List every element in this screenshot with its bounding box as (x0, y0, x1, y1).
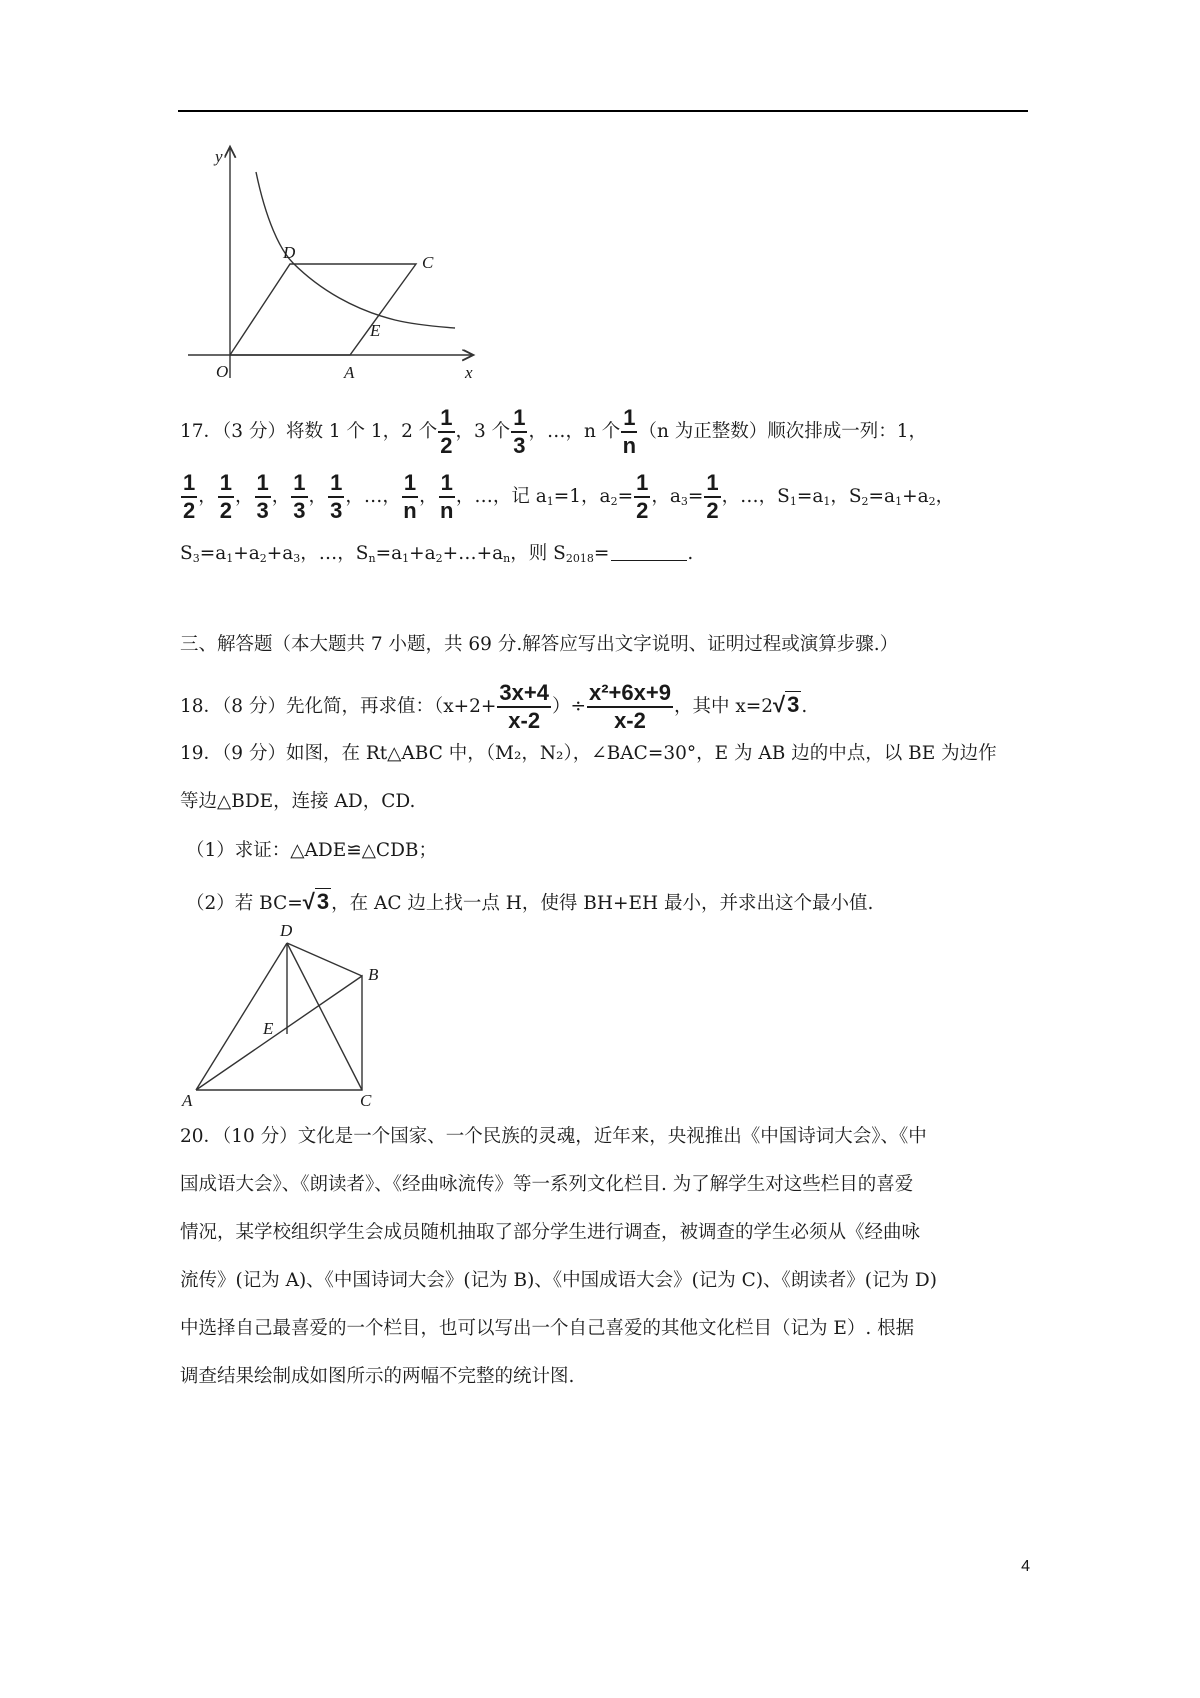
page-number: 4 (1021, 1558, 1030, 1575)
q17-line1 (180, 407, 927, 457)
frac-one-n: $\frac{1}{n}$ (622, 405, 637, 458)
q18-sqrt: √3 (773, 692, 800, 717)
frac-one-half: $\frac{1}{2}$ (440, 405, 453, 458)
t: . (687, 543, 694, 564)
seq-sep: ， (419, 486, 438, 507)
sub: 1 (789, 495, 797, 508)
seq-frac: $\frac{1}{3}$ (330, 470, 343, 523)
t: ，…，S (300, 543, 369, 564)
q17-a-def: ，…，记 a (455, 486, 547, 507)
point-d-label: D (283, 243, 296, 262)
sub: 2 (928, 495, 936, 508)
sub: 3 (293, 552, 301, 565)
q17-s2-end: ， (935, 486, 955, 507)
sub: 1 (226, 552, 234, 565)
q18-frac1: $\frac{3x+4}{x-2}$ (499, 680, 549, 733)
q20-line1: 20．（10 分）文化是一个国家、一个民族的灵魂，近年来，央视推出《中国诗词大会》、《中 (180, 1126, 927, 1147)
sub: 3 (192, 552, 200, 565)
sub: 2 (435, 552, 443, 565)
triangle-abc (196, 976, 362, 1090)
q19-part2-pre: （2）若 BC= (186, 893, 303, 914)
header-rule (178, 110, 1028, 112)
point-c-label: C (360, 1091, 372, 1108)
seq-dots: ，…， (345, 486, 401, 507)
sub: n (503, 552, 511, 565)
point-d-label: D (280, 921, 293, 940)
answer-blank[interactable] (611, 546, 687, 561)
sub: 1 (402, 552, 410, 565)
q17-a1: =1，a (553, 486, 611, 507)
segment-db (287, 943, 362, 976)
point-e-label: E (370, 321, 381, 340)
seq-sep: ， (271, 486, 291, 507)
seq-frac: $\frac{1}{n}$ (403, 470, 417, 523)
q20-line4: 流传》(记为 A)、《中国诗词大会》(记为 B)、《中国成语大会》(记为 C)、《朗读者》(记为 D) (180, 1270, 937, 1291)
point-c-label: C (422, 253, 434, 272)
sub: 2 (610, 495, 618, 508)
sub: 2 (259, 552, 267, 565)
sub: 3 (680, 495, 688, 508)
q17-line2 (180, 472, 954, 522)
q20-line5: 中选择自己最喜爱的一个栏目，也可以写出一个自己喜爱的其他文化栏目（记为 E）. 根据 (180, 1318, 915, 1339)
figure-hyperbola-parallelogram (180, 140, 480, 385)
seq-frac: $\frac{1}{3}$ (293, 470, 306, 523)
q19-part2-post: ，在 AC 边上找一点 H，使得 BH+EH 最小，并求出这个最小值. (331, 893, 874, 914)
q17-a2: = (617, 486, 634, 507)
seq-frac: $\frac{1}{n}$ (439, 470, 454, 523)
q17-a3: ，a (651, 486, 681, 507)
sub: 1 (823, 495, 831, 508)
segment-dc (287, 943, 362, 1090)
frac-one-third: $\frac{1}{3}$ (513, 405, 526, 458)
q20-line3: 情况，某学校组织学生会成员随机抽取了部分学生进行调查，被调查的学生必须从《经曲咏 (180, 1222, 921, 1243)
q17-s2: ，S (830, 486, 862, 507)
q18-suffix: ，其中 x=2 (673, 696, 774, 717)
frac-a2: $\frac{1}{2}$ (636, 470, 649, 523)
q17-s1: =a (796, 486, 824, 507)
sub: 2018 (565, 552, 594, 565)
q20-line6: 调查结果绘制成如图所示的两幅不完整的统计图. (180, 1366, 575, 1387)
q17-line3 (180, 545, 693, 564)
point-a-label: A (182, 1091, 193, 1108)
t: +a (409, 543, 436, 564)
q17-prefix: 17．（3 分）将数 1 个 1，2 个 (180, 421, 438, 442)
seq-sep: ， (235, 486, 254, 507)
sub: 1 (546, 495, 554, 508)
q18-prefix: 18．（8 分）先化简，再求值：（x+2+ (180, 696, 497, 717)
q18-mid: ）÷ (551, 696, 586, 717)
t: +a (266, 543, 294, 564)
seq-frac: $\frac{1}{2}$ (183, 470, 196, 523)
sub: 1 (895, 495, 903, 508)
q19-part1: （1）求证：△ADE≌△CDB； (186, 840, 438, 861)
t: = (593, 543, 610, 564)
q17-s: ，…，S (721, 486, 790, 507)
point-e-label: E (263, 1019, 274, 1038)
q20-line2: 国成语大会》、《朗读者》、《经曲咏流传》等一系列文化栏目. 为了解学生对这些栏目的喜爱 (180, 1174, 914, 1195)
q17-s2-eq: =a (868, 486, 896, 507)
figure-triangle-bde (178, 918, 398, 1108)
parallelogram-oacd (230, 264, 416, 355)
point-b-label: B (368, 965, 379, 984)
point-o-label: O (216, 362, 229, 381)
q18-line (180, 682, 807, 732)
q17-mid1: ，3 个 (455, 421, 511, 442)
q18-frac2: $\frac{\text{x²+6x+9}}{x-2}$ (588, 680, 671, 733)
t: =a (199, 543, 227, 564)
q19-part2 (186, 891, 873, 914)
segment-ad (196, 943, 287, 1090)
q17-a3-eq: = (687, 486, 704, 507)
t: =a (375, 543, 403, 564)
t: +…+a (442, 543, 504, 564)
seq-sep: ， (198, 486, 217, 507)
seq-sep: ， (308, 486, 328, 507)
seq-frac: $\frac{1}{2}$ (219, 470, 233, 523)
section3-heading: 三、解答题（本大题共 7 小题，共 69 分.解答应写出文字说明、证明过程或演算步骤.） (180, 634, 899, 655)
q17-suffix: （n 为正整数）顺次排成一列：1， (638, 421, 928, 442)
q19-line2: 等边△BDE，连接 AD，CD. (180, 791, 416, 812)
seq-frac: $\frac{1}{3}$ (256, 470, 269, 523)
y-axis-label: y (215, 147, 223, 166)
sub: 2 (861, 495, 869, 508)
x-axis-label: x (465, 363, 473, 382)
sub: n (368, 552, 376, 565)
q18-end: . (801, 696, 808, 717)
q19-line1: 19．（9 分）如图，在 Rt△ABC 中，（M₂，N₂），∠BAC=30°，E 为 AB 边的中点，以 BE 为边作 (180, 743, 997, 764)
point-a-label: A (344, 363, 355, 382)
q17-s3: S (180, 543, 193, 564)
frac-a3: $\frac{1}{2}$ (706, 470, 719, 523)
t: +a (233, 543, 260, 564)
q19-sqrt: √3 (302, 889, 330, 914)
q17-s2-plus: +a (902, 486, 929, 507)
t: ，则 S (510, 543, 566, 564)
q17-mid2: ，…，n 个 (528, 421, 621, 442)
